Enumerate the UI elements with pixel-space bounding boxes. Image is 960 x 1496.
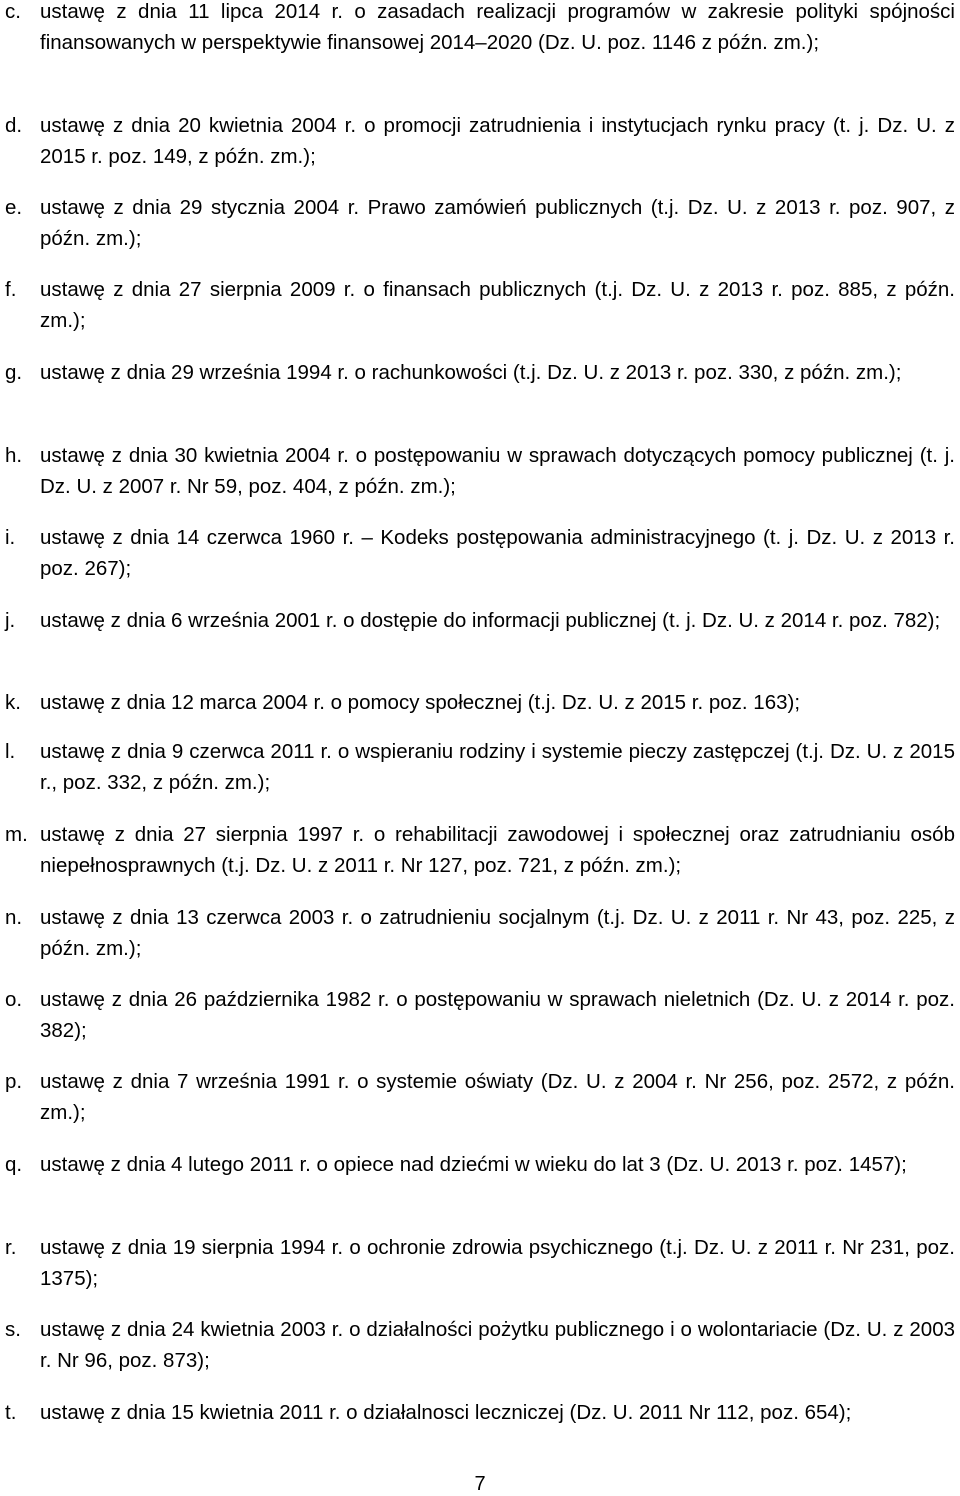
list-item-text: ustawę z dnia 27 sierpnia 2009 r. o finansach publicznych (t.j. Dz. U. z 2013 r. poz. 885, z późn. zm.); xyxy=(40,278,955,332)
page-number: 7 xyxy=(474,1473,486,1495)
list-item-letter: h. xyxy=(5,444,23,467)
list-item-text: ustawę z dnia 9 czerwca 2011 r. o wspieraniu rodziny i systemie pieczy zastępczej (t.j. Dz. U. z 2015 r., poz. 332, z późn. zm.); xyxy=(40,740,955,794)
list-item-text: ustawę z dnia 24 kwietnia 2003 r. o działalności pożytku publicznego i o wolontariacie (Dz. U. z 2003 r. Nr 96, poz. 873); xyxy=(40,1318,955,1372)
list-item-letter: q. xyxy=(5,1153,23,1176)
list-item-letter: o. xyxy=(5,988,23,1011)
list-item-letter: e. xyxy=(5,196,23,219)
list-item-text: ustawę z dnia 29 stycznia 2004 r. Prawo zamówień publicznych (t.j. Dz. U. z 2013 r. poz. 907, z późn. zm.); xyxy=(40,196,955,250)
list-item-text: ustawę z dnia 26 października 1982 r. o postępowaniu w sprawach nieletnich (Dz. U. z 2014 r. poz. 382); xyxy=(40,988,955,1042)
list-item-letter: i. xyxy=(5,526,16,549)
list-item-letter: f. xyxy=(5,278,17,301)
list-item-letter: t. xyxy=(5,1401,17,1424)
list-item-text: ustawę z dnia 29 września 1994 r. o rachunkowości (t.j. Dz. U. z 2013 r. poz. 330, z późn. zm.); xyxy=(40,361,902,384)
list-item-letter: j. xyxy=(5,609,16,632)
list-item-letter: s. xyxy=(5,1318,21,1341)
list-item-letter: g. xyxy=(5,361,23,384)
list-item-text: ustawę z dnia 11 lipca 2014 r. o zasadach realizacji programów w zakresie polityki spójności finansowanych w perspektywie finansowej 2014–2020 (Dz. U. poz. 1146 z późn. zm.); xyxy=(40,0,955,54)
list-item-text: ustawę z dnia 7 września 1991 r. o systemie oświaty (Dz. U. z 2004 r. Nr 256, poz. 2572, z późn. zm.); xyxy=(40,1070,955,1124)
list-item-letter: n. xyxy=(5,906,23,929)
list-item-text: ustawę z dnia 30 kwietnia 2004 r. o postępowaniu w sprawach dotyczących pomocy publicznej (t. j. Dz. U. z 2007 r. Nr 59, poz. 404, z późn. zm.); xyxy=(40,444,955,498)
list-item-text: ustawę z dnia 14 czerwca 1960 r. – Kodeks postępowania administracyjnego (t. j. Dz. U. z 2013 r. poz. 267); xyxy=(40,526,955,580)
list-item-text: ustawę z dnia 19 sierpnia 1994 r. o ochronie zdrowia psychicznego (t.j. Dz. U. z 2011 r. Nr 231, poz. 1375); xyxy=(40,1236,955,1290)
list-item-text: ustawę z dnia 4 lutego 2011 r. o opiece nad dziećmi w wieku do lat 3 (Dz. U. 2013 r. poz. 1457); xyxy=(40,1153,907,1176)
list-item-letter: m. xyxy=(5,823,28,846)
list-item-text: ustawę z dnia 6 września 2001 r. o dostępie do informacji publicznej (t. j. Dz. U. z 2014 r. poz. 782); xyxy=(40,609,941,632)
list-item-letter: k. xyxy=(5,691,21,714)
list-item-text: ustawę z dnia 13 czerwca 2003 r. o zatrudnieniu socjalnym (t.j. Dz. U. z 2011 r. Nr 43, poz. 225, z późn. zm.); xyxy=(40,906,955,960)
list-item-text: ustawę z dnia 12 marca 2004 r. o pomocy społecznej (t.j. Dz. U. z 2015 r. poz. 163); xyxy=(40,691,801,714)
list-item-text: ustawę z dnia 15 kwietnia 2011 r. o działalnosci leczniczej (Dz. U. 2011 Nr 112, poz. 654); xyxy=(40,1401,852,1424)
list-item-letter: c. xyxy=(5,0,21,23)
list-item-letter: p. xyxy=(5,1070,23,1093)
list-item-text: ustawę z dnia 20 kwietnia 2004 r. o promocji zatrudnienia i instytucjach rynku pracy (t. j. Dz. U. z 2015 r. poz. 149, z późn. zm.); xyxy=(40,114,955,168)
list-item-letter: d. xyxy=(5,114,23,137)
list-item-letter: r. xyxy=(5,1236,17,1259)
list-item-letter: l. xyxy=(5,740,16,763)
list-item-text: ustawę z dnia 27 sierpnia 1997 r. o rehabilitacji zawodowej i społecznej oraz zatrudnianiu osób niepełnosprawnych (t.j. Dz. U. z 2011 r. Nr 127, poz. 721, z późn. zm.); xyxy=(40,823,955,877)
